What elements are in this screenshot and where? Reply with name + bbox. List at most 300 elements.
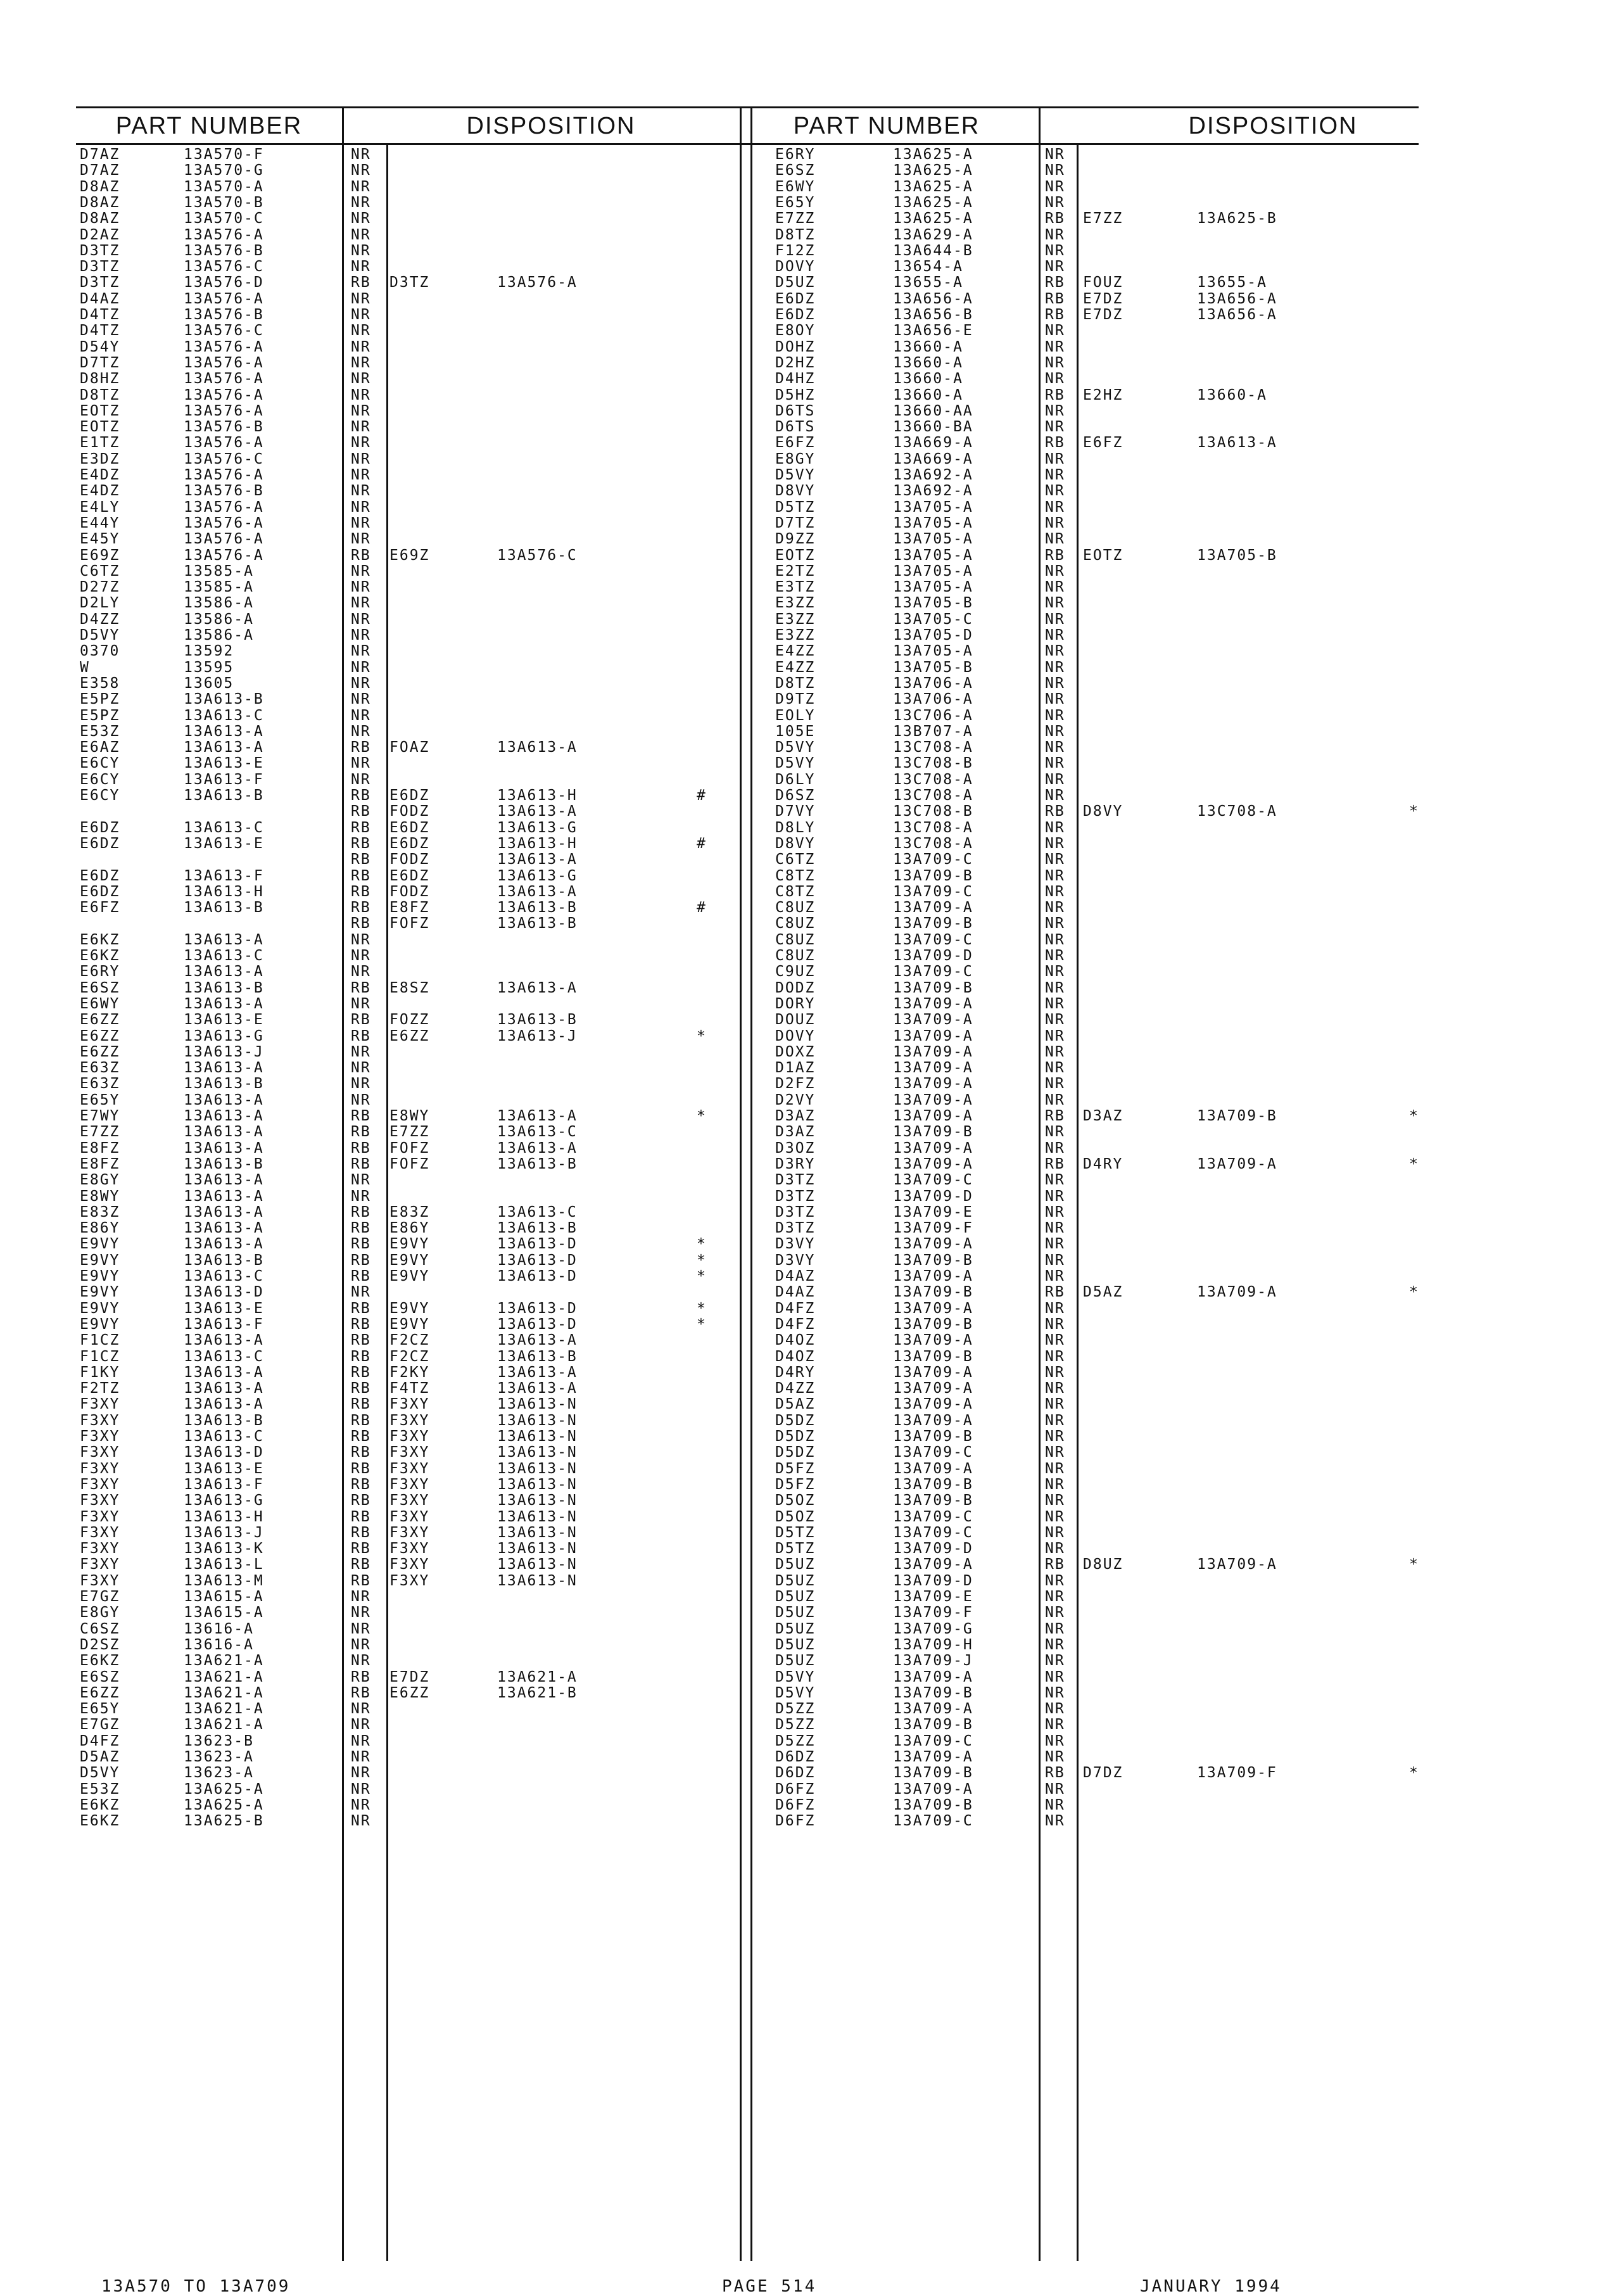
- new-prefix: FOFZ: [389, 915, 430, 932]
- table-row: [76, 1349, 735, 1365]
- part-number: 13A709-A: [893, 899, 973, 916]
- part-number: 13A613-B: [184, 1252, 264, 1269]
- table-row: [76, 435, 735, 451]
- disposition-code: RB: [351, 835, 371, 852]
- disposition-code: NR: [351, 963, 371, 980]
- table-row: [76, 227, 735, 243]
- part-prefix: D6TS: [775, 419, 816, 436]
- part-number: 13A709-E: [893, 1589, 973, 1605]
- part-number: 13C708-B: [893, 755, 973, 772]
- table-row: [76, 564, 735, 580]
- disposition-code: NR: [351, 258, 371, 276]
- disposition-code: NR: [1045, 1620, 1065, 1637]
- disposition-code: NR: [1045, 1476, 1065, 1493]
- part-number: 13A576-A: [184, 514, 264, 531]
- part-prefix: D6FZ: [775, 1780, 816, 1798]
- note-mark: #: [697, 787, 707, 804]
- table-row: [754, 948, 1419, 964]
- disposition-code: RB: [351, 1684, 371, 1701]
- part-prefix: E6SZ: [775, 162, 816, 179]
- part-prefix: D5UZ: [775, 1572, 816, 1589]
- new-prefix: F3XY: [389, 1476, 430, 1493]
- table-row: [76, 1798, 735, 1813]
- part-prefix: D3TZ: [775, 1188, 816, 1205]
- table-row: [754, 1605, 1419, 1621]
- new-prefix: E9VY: [389, 1236, 430, 1253]
- table-row: [754, 916, 1419, 932]
- part-number: 13A709-A: [893, 1075, 973, 1093]
- part-prefix: EOTZ: [80, 419, 120, 436]
- table-row: [76, 1093, 735, 1108]
- new-part-number: 13A613-A: [497, 883, 578, 900]
- disposition-code: NR: [1045, 931, 1065, 948]
- part-number: 13A709-A: [893, 1668, 973, 1685]
- new-prefix: D8UZ: [1083, 1556, 1123, 1573]
- footer-page: PAGE 514: [722, 2277, 817, 2296]
- part-prefix: D27Z: [80, 579, 120, 596]
- new-prefix: E8FZ: [389, 899, 430, 916]
- part-prefix: E3TZ: [775, 579, 816, 596]
- disposition-code: NR: [1045, 1412, 1065, 1429]
- disposition-code: NR: [351, 1652, 371, 1670]
- table-row: [754, 467, 1419, 483]
- part-prefix: F3XY: [80, 1412, 120, 1429]
- disposition-code: RB: [351, 1428, 371, 1445]
- new-part-number: 13A613-N: [497, 1396, 578, 1413]
- part-prefix: D5ZZ: [775, 1701, 816, 1718]
- part-number: 13A709-A: [893, 1460, 973, 1477]
- disposition-code: RB: [351, 1236, 371, 1253]
- table-row: [76, 1605, 735, 1621]
- disposition-code: NR: [351, 322, 371, 339]
- part-prefix: E3DZ: [80, 450, 120, 467]
- part-prefix: F3XY: [80, 1476, 120, 1493]
- disposition-code: NR: [1045, 1348, 1065, 1365]
- part-prefix: D5TZ: [775, 1540, 816, 1557]
- new-part-number: 13C708-A: [1197, 803, 1277, 820]
- disposition-code: NR: [1045, 1139, 1065, 1157]
- new-part-number: 13A613-B: [497, 1220, 578, 1237]
- part-number: 13A709-A: [893, 1364, 973, 1381]
- new-prefix: FODZ: [389, 883, 430, 900]
- table-row: [76, 1365, 735, 1381]
- part-prefix: D6FZ: [775, 1796, 816, 1813]
- part-number: 13A613-F: [184, 1316, 264, 1333]
- table-row: [754, 452, 1419, 467]
- part-number: 13A576-A: [184, 402, 264, 419]
- part-number: 13A709-A: [893, 1236, 973, 1253]
- disposition-code: NR: [1045, 1428, 1065, 1445]
- part-number: 13A709-A: [893, 1139, 973, 1157]
- part-prefix: E5PZ: [80, 691, 120, 708]
- disposition-code: NR: [351, 226, 371, 243]
- new-part-number: 13A613-A: [497, 851, 578, 868]
- part-prefix: E6WY: [80, 995, 120, 1012]
- new-part-number: 13A621-A: [497, 1668, 578, 1685]
- table-row: [754, 195, 1419, 211]
- table-row: [76, 852, 735, 868]
- part-prefix: D6DZ: [775, 1765, 816, 1782]
- part-number: 13A625-A: [893, 146, 973, 163]
- part-number: 13A576-A: [184, 434, 264, 452]
- table-row: [76, 740, 735, 756]
- disposition-code: NR: [351, 948, 371, 964]
- part-number: 13A705-B: [893, 595, 973, 612]
- part-number: 13660-AA: [893, 402, 973, 419]
- table-row: [76, 516, 735, 531]
- part-number: 13A613-A: [184, 1332, 264, 1349]
- table-row: [754, 756, 1419, 771]
- table-row: [754, 1477, 1419, 1493]
- disposition-code: RB: [351, 1203, 371, 1221]
- part-prefix: E8GY: [80, 1172, 120, 1189]
- part-number: 13A709-B: [893, 1476, 973, 1493]
- part-prefix: E6SZ: [80, 979, 120, 996]
- table-row: [76, 483, 735, 499]
- part-number: 13A613-G: [184, 1027, 264, 1044]
- new-prefix: E6DZ: [389, 819, 430, 836]
- part-number: 13A613-F: [184, 1476, 264, 1493]
- table-row: [754, 1749, 1419, 1765]
- disposition-code: NR: [1045, 963, 1065, 980]
- disposition-code: NR: [351, 242, 371, 259]
- part-number: 13A576-B: [184, 242, 264, 259]
- part-number: 13A576-C: [184, 258, 264, 276]
- table-row: [76, 1221, 735, 1236]
- new-prefix: F3XY: [389, 1428, 430, 1445]
- part-number: 13A669-A: [893, 450, 973, 467]
- part-prefix: E7ZZ: [80, 1124, 120, 1141]
- part-prefix: E8GY: [80, 1604, 120, 1621]
- disposition-code: NR: [1045, 178, 1065, 195]
- part-prefix: D5TZ: [775, 498, 816, 516]
- part-prefix: D8AZ: [80, 210, 120, 227]
- part-number: 13585-A: [184, 562, 254, 580]
- part-number: 13C708-A: [893, 787, 973, 804]
- new-part-number: 13A613-N: [497, 1540, 578, 1557]
- table-row: [754, 1782, 1419, 1798]
- new-part-number: 13A613-A: [497, 1380, 578, 1397]
- disposition-code: NR: [351, 595, 371, 612]
- new-prefix: E7DZ: [1083, 307, 1123, 323]
- new-prefix: E2HZ: [1083, 386, 1123, 403]
- table-row: [754, 644, 1419, 659]
- part-number: 13A615-A: [184, 1589, 264, 1605]
- disposition-code: NR: [1045, 1716, 1065, 1734]
- part-prefix: D2VY: [775, 1091, 816, 1108]
- part-number: 13A709-B: [893, 1316, 973, 1333]
- part-number: 13A621-A: [184, 1684, 264, 1701]
- disposition-code: RB: [351, 867, 371, 884]
- table-row: [76, 1765, 735, 1781]
- note-mark: *: [697, 1268, 707, 1284]
- new-prefix: F3XY: [389, 1460, 430, 1477]
- disposition-code: RB: [1045, 307, 1065, 323]
- table-row: [754, 403, 1419, 419]
- table-row: [76, 452, 735, 467]
- part-prefix: D6FZ: [775, 1813, 816, 1830]
- note-mark: *: [1409, 1556, 1419, 1573]
- part-number: 13A613-A: [184, 1364, 264, 1381]
- part-number: 13A576-A: [184, 386, 264, 403]
- disposition-code: NR: [351, 402, 371, 419]
- new-prefix: D5AZ: [1083, 1284, 1123, 1301]
- part-prefix: D2AZ: [80, 226, 120, 243]
- disposition-code: RB: [351, 1572, 371, 1589]
- disposition-code: NR: [351, 450, 371, 467]
- part-number: 13A613-A: [184, 1396, 264, 1413]
- part-prefix: F3XY: [80, 1428, 120, 1445]
- part-number: 13A613-B: [184, 1155, 264, 1172]
- new-part-number: 13A613-N: [497, 1572, 578, 1589]
- new-part-number: 13A613-B: [497, 1348, 578, 1365]
- part-prefix: D8VY: [775, 835, 816, 852]
- disposition-code: NR: [1045, 595, 1065, 612]
- new-part-number: 13A613-G: [497, 867, 578, 884]
- part-number: 13A709-C: [893, 963, 973, 980]
- table-row: [754, 820, 1419, 836]
- new-prefix: E6FZ: [1083, 434, 1123, 452]
- table-row: [76, 868, 735, 884]
- part-prefix: EOTZ: [80, 402, 120, 419]
- table-row: [76, 980, 735, 996]
- part-number: 13A709-B: [893, 1428, 973, 1445]
- table-row: [76, 1317, 735, 1333]
- table-row: [76, 1813, 735, 1829]
- disposition-code: NR: [1045, 1492, 1065, 1509]
- part-prefix: E7GZ: [80, 1716, 120, 1734]
- new-part-number: 13A576-A: [497, 274, 578, 291]
- part-number: 13A709-F: [893, 1604, 973, 1621]
- part-prefix: F1CZ: [80, 1348, 120, 1365]
- disposition-code: RB: [351, 979, 371, 996]
- part-prefix: E6DZ: [775, 290, 816, 307]
- table-row: [754, 1798, 1419, 1813]
- disposition-code: NR: [1045, 1668, 1065, 1685]
- disposition-code: RB: [351, 1316, 371, 1333]
- part-prefix: E6RY: [80, 963, 120, 980]
- new-prefix: F3XY: [389, 1556, 430, 1573]
- new-prefix: FOUZ: [1083, 274, 1123, 291]
- disposition-code: NR: [1045, 1091, 1065, 1108]
- part-prefix: D3RY: [775, 1155, 816, 1172]
- disposition-code: NR: [1045, 948, 1065, 964]
- new-part-number: 13655-A: [1197, 274, 1267, 291]
- disposition-code: NR: [1045, 467, 1065, 483]
- table-row: [754, 628, 1419, 644]
- table-row: [76, 548, 735, 564]
- table-row: [76, 1333, 735, 1348]
- new-part-number: 13A709-F: [1197, 1765, 1277, 1782]
- table-row: [754, 1461, 1419, 1477]
- part-prefix: F12Z: [775, 242, 816, 259]
- new-part-number: 13A613-N: [497, 1524, 578, 1541]
- part-number: 13A613-A: [184, 1139, 264, 1157]
- disposition-code: NR: [351, 194, 371, 211]
- disposition-code: NR: [351, 514, 371, 531]
- part-prefix: E6KZ: [80, 1652, 120, 1670]
- part-prefix: E86Y: [80, 1220, 120, 1237]
- table-row: [754, 1093, 1419, 1108]
- part-number: 13A576-A: [184, 531, 264, 548]
- part-prefix: D5UZ: [775, 1556, 816, 1573]
- table-row: [76, 1749, 735, 1765]
- part-prefix: D6LY: [775, 771, 816, 788]
- part-number: 13A576-B: [184, 307, 264, 323]
- part-prefix: D3TZ: [80, 274, 120, 291]
- disposition-code: NR: [351, 434, 371, 452]
- table-row: [754, 1301, 1419, 1317]
- part-number: 13A613-B: [184, 1075, 264, 1093]
- disposition-code: NR: [1045, 739, 1065, 756]
- table-row: [76, 1381, 735, 1397]
- part-prefix: F3XY: [80, 1572, 120, 1589]
- part-number: 13A613-C: [184, 948, 264, 964]
- part-prefix: E5PZ: [80, 707, 120, 724]
- disposition-code: NR: [1045, 1012, 1065, 1029]
- disposition-code: RB: [351, 1460, 371, 1477]
- part-prefix: E8GY: [775, 450, 816, 467]
- table-row: [754, 708, 1419, 724]
- table-row: [76, 1012, 735, 1028]
- part-number: 13A613-A: [184, 1172, 264, 1189]
- disposition-code: NR: [1045, 1252, 1065, 1269]
- part-number: 13616-A: [184, 1636, 254, 1653]
- part-prefix: E9VY: [80, 1300, 120, 1317]
- part-number: 13A615-A: [184, 1604, 264, 1621]
- new-part-number: 13A613-G: [497, 819, 578, 836]
- new-part-number: 13A613-N: [497, 1492, 578, 1509]
- part-prefix: C8UZ: [775, 931, 816, 948]
- part-prefix: D4FZ: [80, 1732, 120, 1749]
- part-prefix: E6DZ: [80, 867, 120, 884]
- new-prefix: E7ZZ: [1083, 210, 1123, 227]
- table-row: [76, 612, 735, 628]
- part-number: 13A709-A: [893, 1332, 973, 1349]
- part-number: 13A625-A: [184, 1780, 264, 1798]
- part-number: 13A613-D: [184, 1284, 264, 1301]
- part-number: 13660-A: [893, 386, 963, 403]
- table-row: [76, 948, 735, 964]
- table-row: [754, 1253, 1419, 1269]
- disposition-code: RB: [351, 1444, 371, 1461]
- part-prefix: C6TZ: [80, 562, 120, 580]
- note-mark: *: [697, 1236, 707, 1253]
- table-row: [76, 996, 735, 1012]
- part-number: 13C708-A: [893, 835, 973, 852]
- part-number: 13A613-F: [184, 867, 264, 884]
- disposition-code: RB: [1045, 290, 1065, 307]
- part-number: 13A644-B: [893, 242, 973, 259]
- disposition-code: NR: [351, 178, 371, 195]
- table-row: [76, 1525, 735, 1541]
- new-part-number: 13A613-N: [497, 1556, 578, 1573]
- part-number: 13A709-C: [893, 851, 973, 868]
- disposition-code: NR: [351, 483, 371, 500]
- part-prefix: E45Y: [80, 531, 120, 548]
- new-prefix: F3XY: [389, 1412, 430, 1429]
- disposition-code: NR: [1045, 1460, 1065, 1477]
- part-prefix: D8VY: [775, 483, 816, 500]
- new-part-number: 13A613-A: [497, 979, 578, 996]
- part-prefix: D3VY: [775, 1252, 816, 1269]
- new-prefix: F3XY: [389, 1396, 430, 1413]
- disposition-code: NR: [351, 1188, 371, 1205]
- disposition-code: RB: [351, 1524, 371, 1541]
- table-row: [754, 1413, 1419, 1429]
- disposition-code: NR: [351, 611, 371, 628]
- part-number: 13A613-A: [184, 1060, 264, 1077]
- disposition-code: NR: [1045, 1236, 1065, 1253]
- part-prefix: D5DZ: [775, 1428, 816, 1445]
- part-prefix: D5VY: [775, 1668, 816, 1685]
- note-mark: *: [1409, 803, 1419, 820]
- new-prefix: F3XY: [389, 1572, 430, 1589]
- disposition-code: NR: [1045, 402, 1065, 419]
- disposition-code: RB: [351, 1492, 371, 1509]
- part-prefix: D5AZ: [80, 1749, 120, 1765]
- part-prefix: DOVY: [775, 258, 816, 276]
- part-prefix: D7TZ: [775, 514, 816, 531]
- table-row: [754, 371, 1419, 387]
- table-row: [76, 1076, 735, 1092]
- part-prefix: E8WY: [80, 1188, 120, 1205]
- disposition-code: NR: [1045, 1604, 1065, 1621]
- table-row: [754, 307, 1419, 323]
- part-prefix: D5VY: [80, 627, 120, 644]
- part-number: 13A709-A: [893, 1108, 973, 1124]
- new-prefix: FOFZ: [389, 1155, 430, 1172]
- disposition-code: NR: [1045, 1060, 1065, 1077]
- table-row: [754, 388, 1419, 403]
- new-part-number: 13A613-B: [497, 899, 578, 916]
- disposition-code: NR: [351, 1701, 371, 1718]
- part-number: 13A709-A: [893, 1749, 973, 1765]
- disposition-code: RB: [351, 1155, 371, 1172]
- part-prefix: W: [80, 659, 90, 676]
- disposition-code: NR: [1045, 338, 1065, 355]
- part-number: 13A709-A: [893, 1043, 973, 1060]
- center-divider-b: [750, 106, 752, 2261]
- disposition-code: RB: [351, 547, 371, 564]
- table-row: [754, 227, 1419, 243]
- part-prefix: E6ZZ: [80, 1027, 120, 1044]
- table-row: [76, 1685, 735, 1701]
- table-row: [76, 1445, 735, 1461]
- disposition-code: NR: [1045, 867, 1065, 884]
- part-prefix: D5ZZ: [775, 1732, 816, 1749]
- disposition-code: NR: [1045, 1652, 1065, 1670]
- part-prefix: D3TZ: [80, 258, 120, 276]
- table-row: [754, 291, 1419, 307]
- part-number: 13A709-B: [893, 915, 973, 932]
- disposition-code: NR: [351, 419, 371, 436]
- part-number: 13A576-A: [184, 547, 264, 564]
- part-number: 13A709-C: [893, 1172, 973, 1189]
- part-prefix: D7VY: [775, 803, 816, 820]
- part-prefix: DODZ: [775, 979, 816, 996]
- new-prefix: F2KY: [389, 1364, 430, 1381]
- disposition-code: NR: [1045, 1732, 1065, 1749]
- part-prefix: 0370: [80, 643, 120, 660]
- table-row: [76, 1429, 735, 1445]
- disposition-code: NR: [1045, 707, 1065, 724]
- disposition-code: NR: [351, 723, 371, 740]
- table-row: [754, 147, 1419, 163]
- disposition-code: RB: [351, 1476, 371, 1493]
- part-number: 13A709-F: [893, 1220, 973, 1237]
- table-row: [754, 676, 1419, 692]
